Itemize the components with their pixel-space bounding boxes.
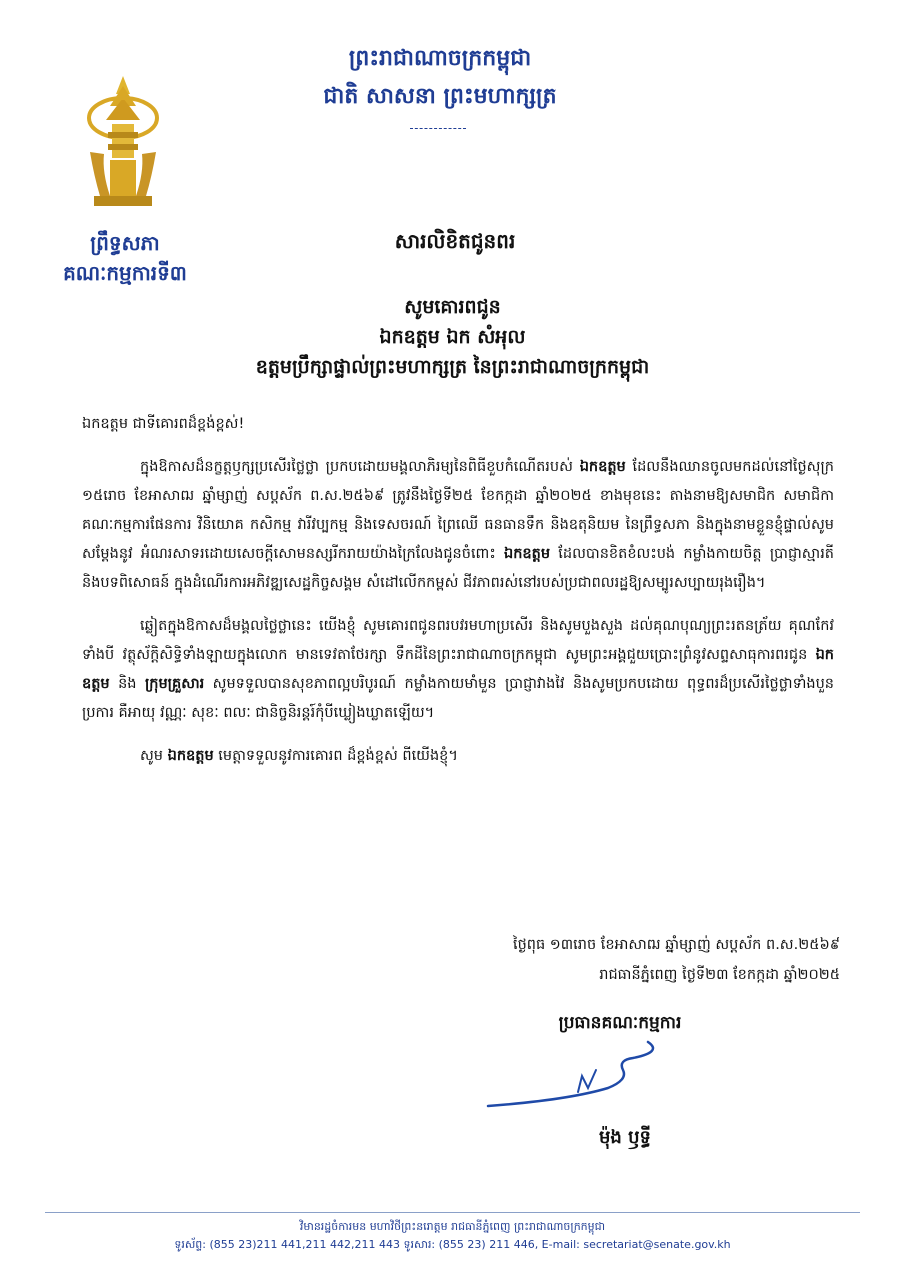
salutation: ឯកឧត្តម ជាទីគោរពដ៏ខ្ពង់ខ្ពស់! <box>82 416 245 432</box>
footer-address: វិមានរដ្ឋចំការមន មហាវិថីព្រះនរោត្តម រាជធានីភ្នំពេញ ព្រះរាជាណាចក្រកម្ពុជា <box>299 1220 606 1233</box>
royal-emblem-icon <box>80 72 166 212</box>
letter-title: សារលិខិតជូនពរ <box>394 229 516 253</box>
commission-name: គណៈកម្មការទី៣ <box>63 261 187 285</box>
paragraph-3 <box>82 742 834 771</box>
signer-name: ម៉ុង ឫទ្ធី <box>599 1127 651 1148</box>
signer-title: ប្រធានគណៈកម្មការ <box>558 1013 682 1033</box>
p3-bold-title: ឯកឧត្តម <box>167 748 214 764</box>
date-lunar: ថ្ងៃពុធ ១៣រោច ខែអាសាឍ ឆ្នាំម្សាញ់ សប្តស័ក ព.ស.២៥៦៩ <box>512 937 840 953</box>
institution-block <box>40 228 210 288</box>
footer <box>45 1218 860 1254</box>
recipient-line-1: សូមគោរពជូន <box>404 296 501 318</box>
footer-divider <box>45 1212 860 1213</box>
p1-text-e: ដែលបានខិតខំលះបង់ កម្លាំងកាយចិត្ត ប្រាជ្ញាស្មារតី និងបទពិសោធន៍ ក្នុងដំណើរការអភិវឌ្ឍសេដ្ឋកិច្ចសង្គម សំដៅលើកកម្ពស់ ជីវភាពរស់នៅរបស់ប្រជាពលរដ្ឋឱ្យសម្បូរសប្បាយរុងរឿង។ <box>82 546 835 591</box>
handwritten-signature <box>478 1030 678 1120</box>
date-block <box>380 930 840 990</box>
p2-text-e: សូមទទួលបានសុខភាពល្អបរិបូរណ៍ កម្លាំងកាយមាំមួន ប្រាជ្ញាវាងវៃ និងសូមប្រកបដោយ ពុទ្ធពរដ៏ប្រសើរថ្លៃថ្លាទាំងបួនប្រការ គឺអាយុ វណ្ណៈ សុខៈ ពលៈ ជានិច្ចនិរន្តរ៍កុំបីឃ្លៀងឃ្លាតឡើយ។ <box>82 676 834 721</box>
letter-body <box>82 410 834 785</box>
recipient-line-3: ឧត្តមប្រឹក្សាផ្ទាល់ព្រះមហាក្សត្រ នៃព្រះរាជាណាចក្រកម្ពុជា <box>255 356 650 378</box>
date-solar: រាជធានីភ្នំពេញ ថ្ងៃទី២៣ ខែកក្កដា ឆ្នាំ២០២៥ <box>599 967 840 983</box>
recipient-line-2: ឯកឧត្តម ឯក សំអុល <box>379 326 526 348</box>
paragraph-2 <box>82 612 834 728</box>
p1-text-c: ដែលនឹងឈានចូលមកដល់នៅថ្ងៃសុក្រ ១៥រោច ខែអាសាឍ ឆ្នាំម្សាញ់ សប្តស័ក ព.ស.២៥៦៩ ត្រូវនឹងថ្ងៃទី២៥ ខែកក្កដា ឆ្នាំ២០២៥ ខាងមុខនេះ តាងនាមឱ្យសមាជិក សមាជិកាគណៈកម្មការផែនការ វិនិយោគ កសិកម្ម វារីវប្បកម្ម និងទេសចរណ៍ ព្រៃឈើ ធនធានទឹក និងឧតុនិយម នៃព្រឹទ្ធសភា និងក្នុងនាមខ្លួនខ្ញុំផ្ទាល់សូមសម្តែងនូវ អំណរសាទរដោយសេចក្តីសោមនស្សរីករាយយ៉ាងក្រៃលែងជូនចំពោះ <box>82 459 835 562</box>
header-divider <box>410 128 466 129</box>
p1-bold-title-2: ឯកឧត្តម <box>504 546 551 562</box>
p2-bold-family: ក្រុមគ្រួសារ <box>144 676 205 692</box>
p2-bold-title: ឯកឧត្តម <box>82 647 834 692</box>
p3-text-a: សូម <box>140 748 168 764</box>
p1-text-a: ក្នុងឱកាសដ៏នក្ខត្តឫក្សប្រសើរថ្លៃថ្លា ប្រកបដោយមង្គលាភិរម្យនៃពិធីខួបកំណើតរបស់ <box>140 459 580 475</box>
p1-bold-title-1: ឯកឧត្តម <box>579 459 626 475</box>
p2-text-a: ឆ្លៀតក្នុងឱកាសដ៏មង្គលថ្លៃថ្លានេះ យើងខ្ញុំ សូមគោរពជូនពរបវរមហាប្រសើរ និងសូមបួងសួង ដល់គុណបុណ្យព្រះរតនត្រ័យ គុណកែវទាំងបី វត្ថុស័ក្តិសិទ្ធិទាំងឡាយក្នុងលោក មានទេវតាថែរក្សា ទឹកដីនៃព្រះរាជាណាចក្រកម្ពុជា សូមព្រះអង្គជួយប្រោះព្រំនូវសព្ទសាធុការពរជូន <box>82 618 834 663</box>
institution-name: ព្រឹទ្ធសភា <box>90 231 160 255</box>
national-motto: ជាតិ សាសនា ព្រះមហាក្សត្រ <box>323 84 557 109</box>
p2-text-c: និង <box>109 676 145 692</box>
kingdom-name: ព្រះរាជាណាចក្រកម្ពុជា <box>348 46 532 71</box>
footer-contact: ទូរស័ព្ទ: (855 23)211 441,211 442,211 443 ទូរសារ: (855 23) 211 446, E-mail: secretariat@senate.gov.kh <box>174 1238 731 1251</box>
recipient-block <box>90 292 815 382</box>
paragraph-1 <box>82 453 834 598</box>
p3-text-c: មេត្តាទទួលនូវការគោរព ដ៏ខ្ពង់ខ្ពស់ ពីយើងខ្ញុំ។ <box>213 748 458 764</box>
kingdom-header <box>230 40 650 116</box>
